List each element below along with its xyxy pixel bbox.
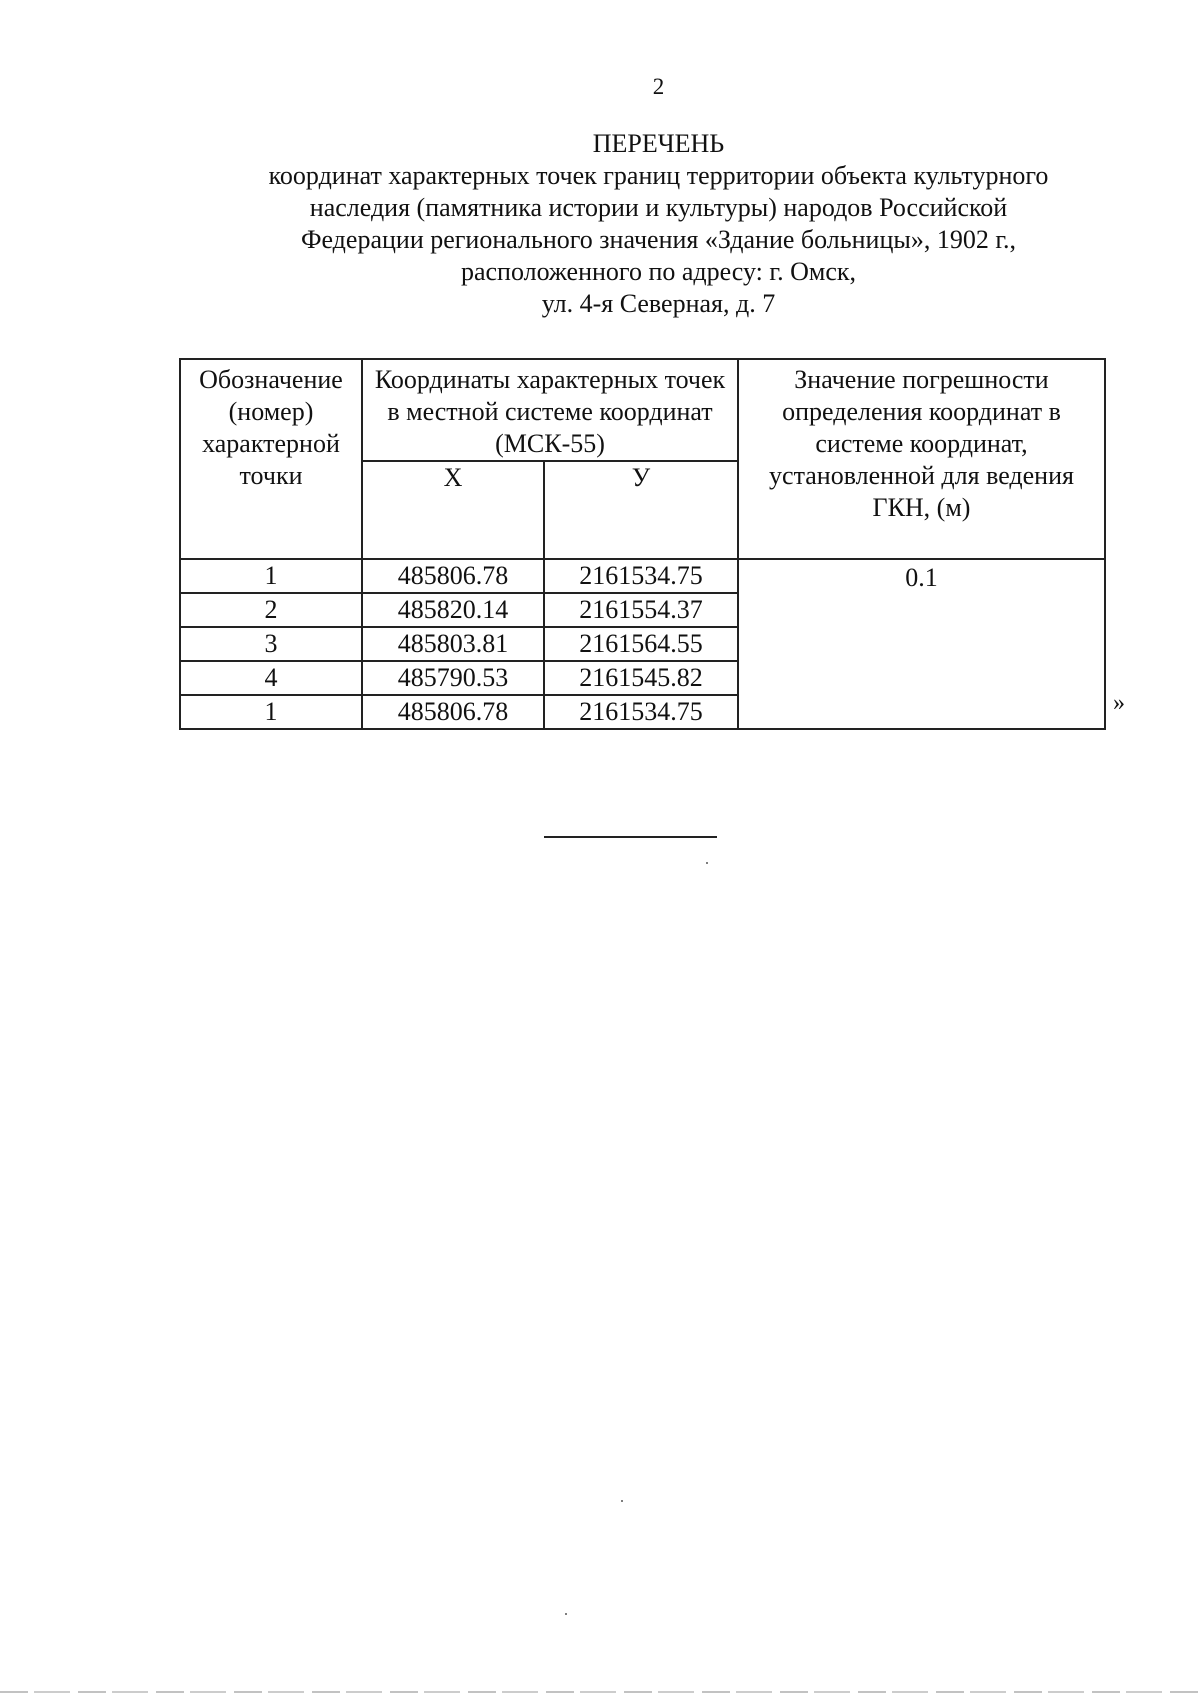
- cell-point: 1: [180, 559, 362, 593]
- title-line: ул. 4-я Северная, д. 7: [541, 289, 776, 318]
- title-heading: ПЕРЕЧЕНЬ: [592, 129, 725, 158]
- cell-point: 3: [180, 627, 362, 661]
- cell-x: 485790.53: [362, 661, 544, 695]
- header-x: Х: [362, 461, 544, 559]
- cell-point: 1: [180, 695, 362, 729]
- cell-x: 485820.14: [362, 593, 544, 627]
- cell-point: 2: [180, 593, 362, 627]
- document-title: [200, 128, 1117, 320]
- scan-speck: [565, 1613, 567, 1615]
- page-number: 2: [652, 74, 665, 99]
- cell-y: 2161564.55: [544, 627, 738, 661]
- header-y: У: [544, 461, 738, 559]
- coordinates-table: [179, 358, 1106, 730]
- cell-x: 485806.78: [362, 695, 544, 729]
- cell-y: 2161554.37: [544, 593, 738, 627]
- cell-x: 485803.81: [362, 627, 544, 661]
- table-header-row: [180, 359, 1105, 461]
- cell-y: 2161534.75: [544, 559, 738, 593]
- title-line: расположенного по адресу: г. Омск,: [460, 257, 857, 286]
- title-line: Федерации регионального значения «Здание больницы», 1902 г.,: [300, 225, 1017, 254]
- header-accuracy: Значение погрешности определения координат в системе координат, установленной для ведения ГКН, (м): [738, 359, 1105, 559]
- scan-speck: [621, 1500, 623, 1502]
- cell-y: 2161534.75: [544, 695, 738, 729]
- scan-speck: [706, 862, 708, 864]
- title-line: координат характерных точек границ территории объекта культурного: [268, 161, 1049, 190]
- cell-accuracy: 0.1: [738, 559, 1105, 729]
- scan-edge-noise: [0, 1691, 1200, 1693]
- header-point: Обозначение (номер) характерной точки: [180, 359, 362, 559]
- title-line: наследия (памятника истории и культуры) народов Российской: [309, 193, 1008, 222]
- cell-point: 4: [180, 661, 362, 695]
- cell-x: 485806.78: [362, 559, 544, 593]
- table-row: [180, 559, 1105, 593]
- cell-y: 2161545.82: [544, 661, 738, 695]
- header-coords: Координаты характерных точек в местной системе координат (МСК-55): [362, 359, 738, 461]
- separator-line: [544, 836, 717, 838]
- closing-quote: »: [1113, 690, 1125, 716]
